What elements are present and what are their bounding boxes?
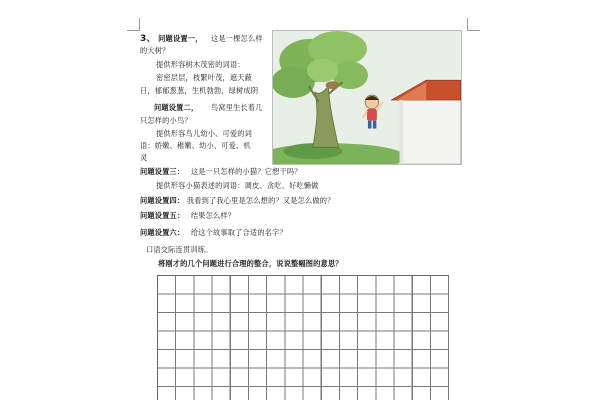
question-4-line	[140, 196, 335, 206]
question-2-line	[154, 103, 263, 113]
question-6-line	[140, 228, 287, 238]
writing-grid[interactable]	[157, 275, 449, 400]
question-1-text: 这是一棵怎么样	[211, 34, 263, 43]
writing-instruction: 将刚才的几个问题进行合理的整合，说说整幅图的意思？	[158, 259, 343, 268]
story-illustration	[272, 30, 462, 165]
question-6-label: 问题设置六：	[140, 228, 185, 237]
question-1-words-1: 密密层层，枝繁叶茂，遮天蔽	[156, 73, 253, 82]
bird-nest	[326, 81, 340, 89]
question-4-text: 我看到了我心里是怎么想的？又是怎么做的？	[186, 196, 335, 205]
question-4-label: 问题设置四：	[140, 196, 185, 205]
oral-practice-heading: 口语交际连贯训练。	[146, 245, 213, 254]
question-3-hint: 提供形容小猫表述的词语：调皮、贪吃、好吃懒做	[156, 181, 319, 190]
question-3-label: 问题设置三：	[140, 167, 185, 176]
question-2-words-2: 灵	[140, 153, 148, 162]
question-1-words-2: 日，郁郁葱葱，生机勃勃，绿树成阴	[140, 86, 259, 95]
question-5-text: 结果怎么样？	[190, 211, 236, 220]
illustration-svg	[273, 31, 461, 164]
question-1-hint: 提供形容树木茂密的词语：	[156, 60, 245, 69]
question-3-text: 这是一只怎样的小猫？它想干吗？	[190, 167, 302, 176]
question-2-label: 问题设置二，	[154, 103, 199, 112]
question-1-label: 问题设置一，	[158, 34, 203, 43]
question-5-line	[140, 211, 235, 221]
question-2-text: 鸟窝里生长着几	[210, 103, 263, 112]
question-2-hint: 提供形容鸟儿幼小、可爱的词	[156, 129, 253, 138]
section-number: 3、	[140, 34, 156, 44]
question-1-line	[140, 34, 263, 44]
question-6-text: 给这个故事取了合适的名字？	[190, 228, 287, 237]
question-2-text-cont: 只怎样的小鸟？	[140, 116, 192, 125]
question-2-words-1: 语：娇嫩、稚嫩、幼小、可爱、机	[140, 141, 251, 150]
page-corner-mark-right	[467, 18, 480, 31]
question-5-label: 问题设置五：	[140, 211, 185, 220]
page-corner-mark-left	[127, 18, 140, 31]
question-3-line	[140, 167, 302, 177]
question-1-text-cont: 的大树？	[140, 46, 170, 55]
